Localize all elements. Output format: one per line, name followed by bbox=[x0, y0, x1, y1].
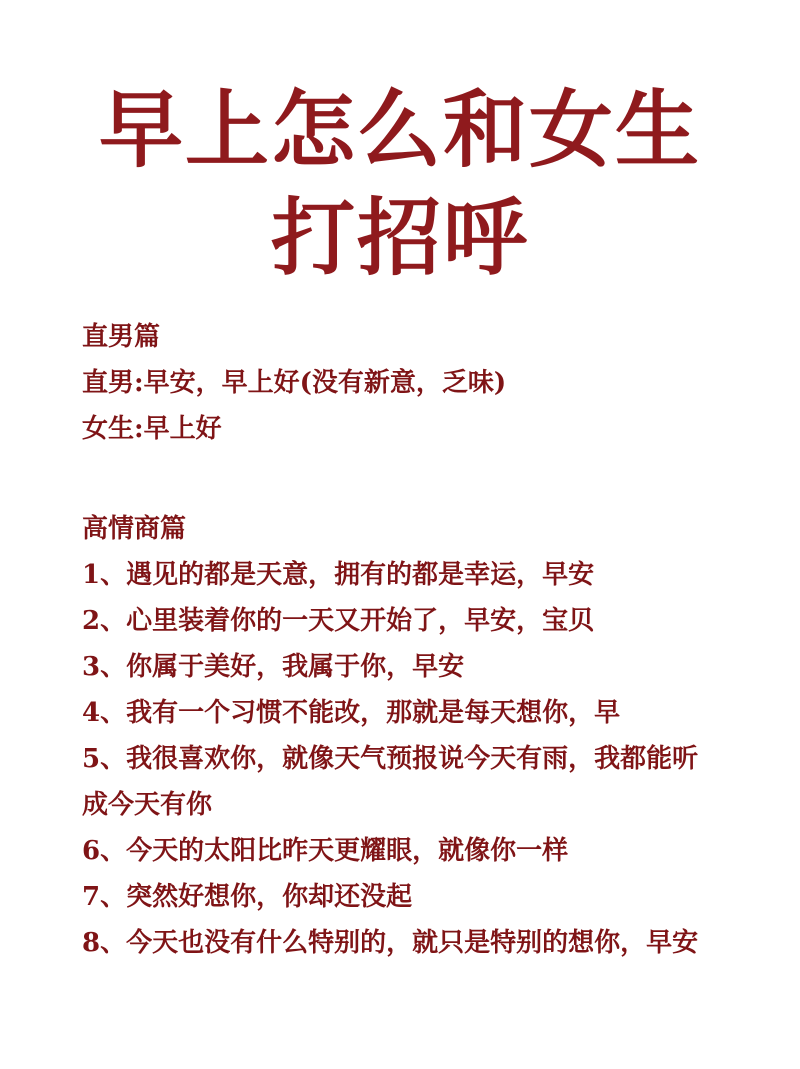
article-body bbox=[82, 314, 722, 966]
girl-line: 女生:早上好 bbox=[82, 414, 222, 444]
list-item: 4、我有一个习惯不能改，那就是每天想你，早 bbox=[82, 698, 621, 728]
section-spacer bbox=[82, 452, 722, 506]
list-item: 3、你属于美好，我属于你，早安 bbox=[82, 652, 465, 682]
section-heading-straight-man: 直男篇 bbox=[82, 322, 161, 352]
list-item: 5、我很喜欢你，就像天气预报说今天有雨，我都能听成今天有你 bbox=[82, 744, 699, 820]
list-item: 7、突然好想你，你却还没起 bbox=[82, 882, 413, 912]
list-item: 2、心里装着你的一天又开始了，早安，宝贝 bbox=[82, 606, 595, 636]
straight-man-line: 直男:早安，早上好(没有新意，乏味) bbox=[82, 368, 507, 398]
page-title-line-2: 打招呼 bbox=[270, 188, 529, 287]
page-title-line-1: 早上怎么和女生 bbox=[98, 80, 701, 179]
list-item: 1、遇见的都是天意，拥有的都是幸运，早安 bbox=[82, 560, 595, 590]
list-item: 8、今天也没有什么特别的，就只是特别的想你，早安 bbox=[82, 928, 699, 958]
list-item: 6、今天的太阳比昨天更耀眼，就像你一样 bbox=[82, 836, 569, 866]
section-heading-high-eq: 高情商篇 bbox=[82, 514, 187, 544]
